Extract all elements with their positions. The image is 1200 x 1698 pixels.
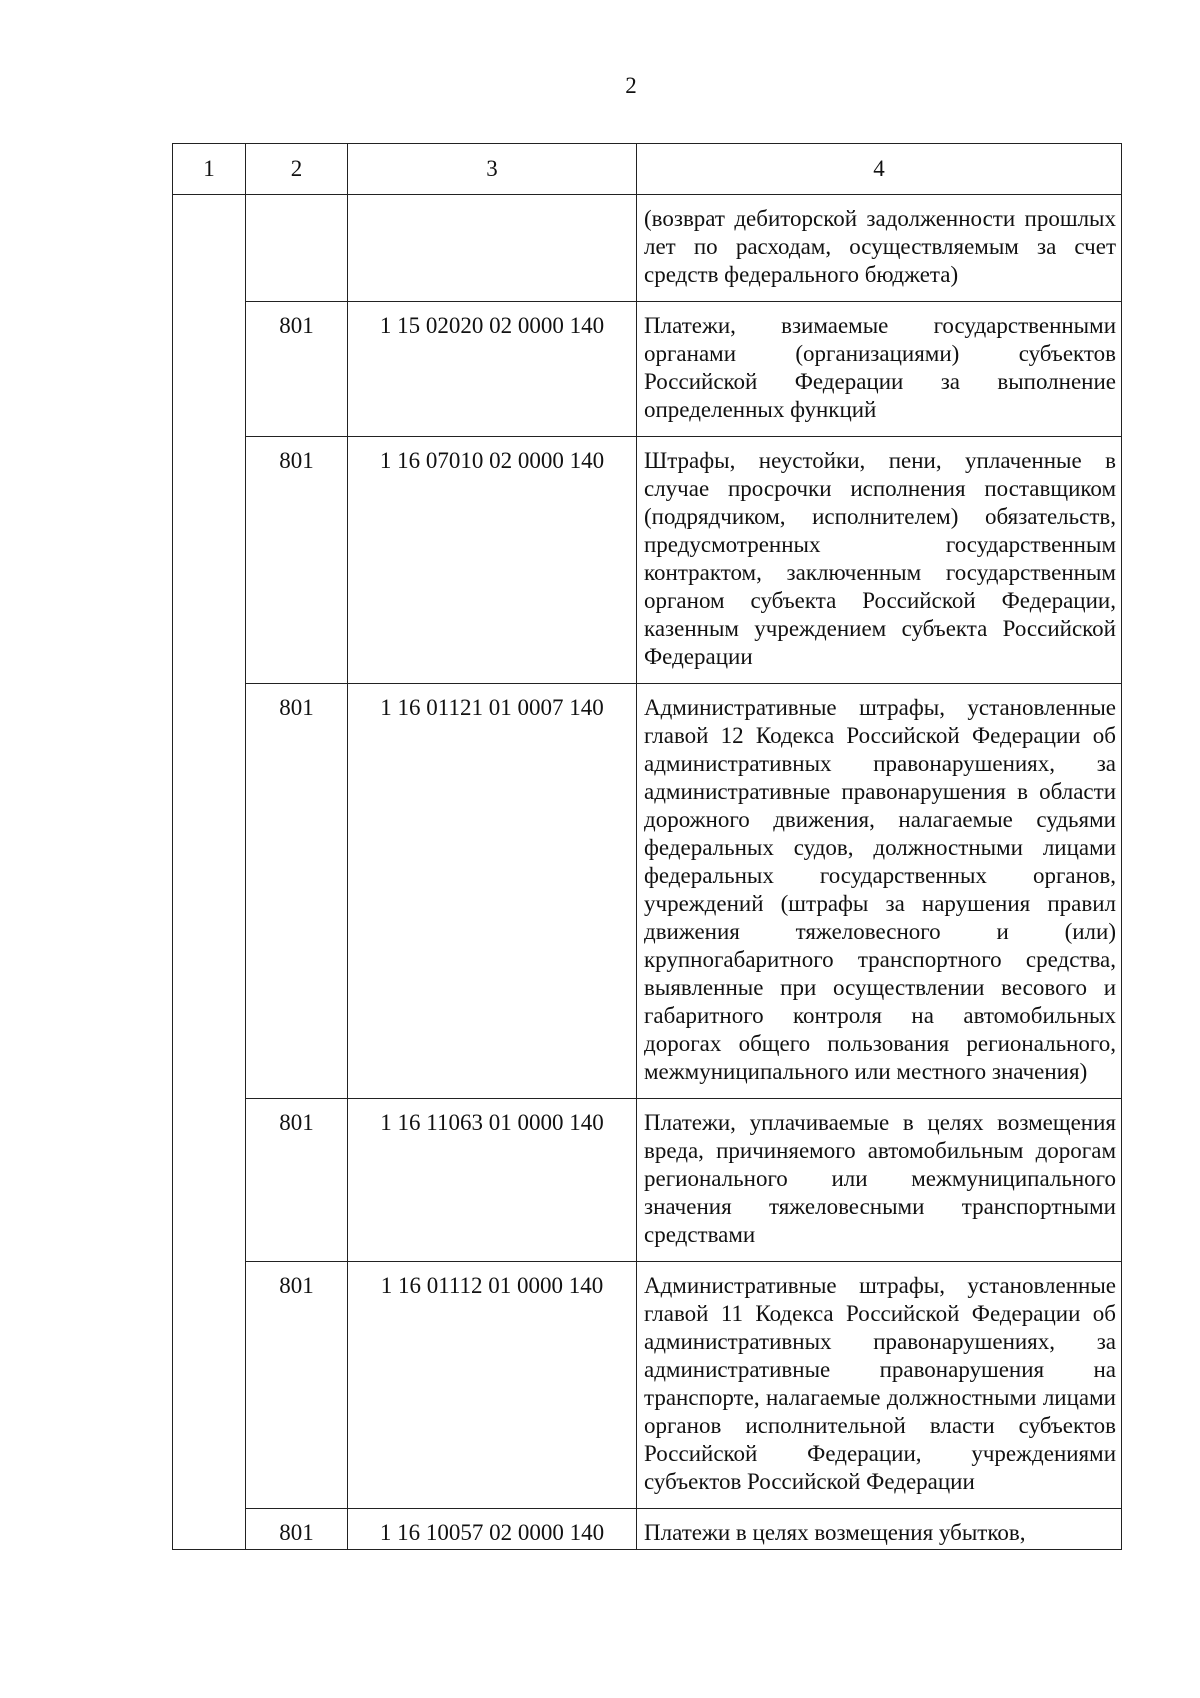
description-cell: (возврат дебиторской задолженности прошлых лет по расходам, осуществляемым за счет средств федерального бюджета) [637,195,1122,302]
description-cell: Платежи, взимаемые государственными органами (организациями) субъектов Российской Федерации за выполнение определенных функций [637,302,1122,437]
kbk-code-cell: 1 16 01112 01 0000 140 [348,1262,637,1509]
table-row [173,195,1122,302]
kbk-code-cell: 1 16 11063 01 0000 140 [348,1099,637,1262]
description-cell: Административные штрафы, установленные главой 11 Кодекса Российской Федерации об административных правонарушениях, за административные правонарушения на транспорте, налагаемые должностными лицами органов исполнительной власти субъектов Российской Федерации, учреждениями субъектов Российской Федерации [637,1262,1122,1509]
admin-code-cell: 801 [246,1099,348,1262]
kbk-code-cell: 1 16 10057 02 0000 140 [348,1509,637,1550]
description-cell: Штрафы, неустойки, пени, уплаченные в случае просрочки исполнения поставщиком (подрядчиком, исполнителем) обязательств, предусмотренных государственным контрактом, заключенным государственным органом субъекта Российской Федерации, казенным учреждением субъекта Российской Федерации [637,437,1122,684]
admin-code-cell: 801 [246,1509,348,1550]
admin-code-cell: 801 [246,437,348,684]
admin-code-cell [246,195,348,302]
merged-column-1-cell [173,195,246,1550]
table-row [173,302,1122,437]
revenue-codes-table [172,143,1122,1550]
kbk-code-cell: 1 16 07010 02 0000 140 [348,437,637,684]
kbk-code-cell [348,195,637,302]
kbk-code-cell: 1 15 02020 02 0000 140 [348,302,637,437]
table-row [173,1099,1122,1262]
table-row [173,1509,1122,1550]
column-header-1: 1 [173,144,246,195]
admin-code-cell: 801 [246,302,348,437]
description-cell: Платежи, уплачиваемые в целях возмещения вреда, причиняемого автомобильным дорогам регионального или межмуниципального значения тяжеловесными транспортными средствами [637,1099,1122,1262]
column-header-3: 3 [348,144,637,195]
description-cell: Платежи в целях возмещения убытков, [637,1509,1122,1550]
description-cell: Административные штрафы, установленные главой 12 Кодекса Российской Федерации об административных правонарушениях, за административные правонарушения в области дорожного движения, налагаемые судьями федеральных судов, должностными лицами федеральных государственных органов, учреждений (штрафы за нарушения правил движения тяжеловесного и (или) крупногабаритного транспортного средства, выявленные при осуществлении весового и габаритного контроля на автомобильных дорогах общего пользования регионального, межмуниципального или местного значения) [637,684,1122,1099]
admin-code-cell: 801 [246,1262,348,1509]
table-row [173,684,1122,1099]
column-header-4: 4 [637,144,1122,195]
column-header-2: 2 [246,144,348,195]
table-row [173,437,1122,684]
table-row [173,1262,1122,1509]
page-number: 2 [625,73,637,98]
kbk-code-cell: 1 16 01121 01 0007 140 [348,684,637,1099]
admin-code-cell: 801 [246,684,348,1099]
table-header-row [173,144,1122,195]
